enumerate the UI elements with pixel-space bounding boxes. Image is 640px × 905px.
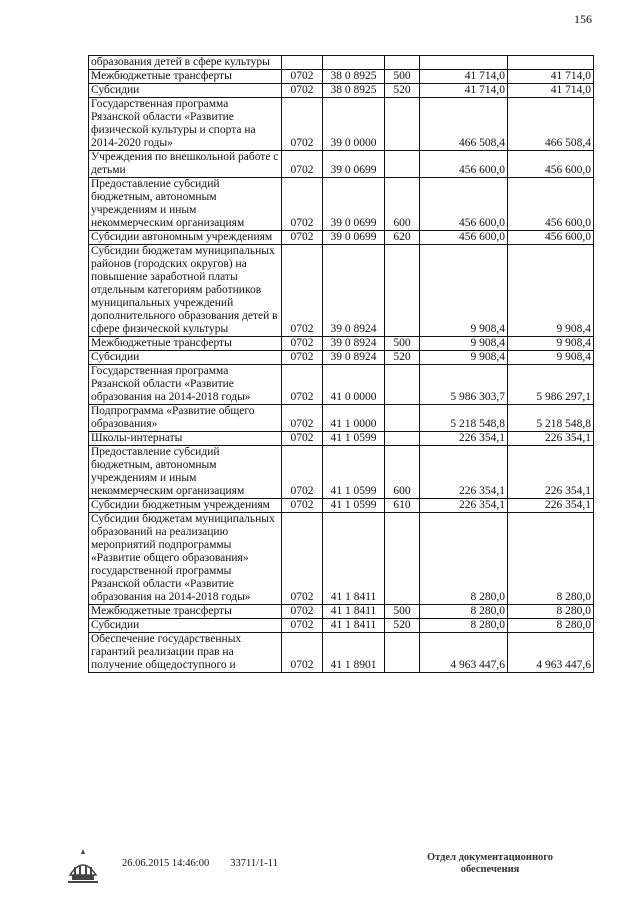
row-name: Подпрограмма «Развитие общего образования» (89, 405, 282, 432)
row-target-article: 41 1 0599 (323, 432, 385, 446)
row-target-article: 41 1 8411 (323, 619, 385, 633)
table-row (89, 245, 594, 337)
row-amount-2: 8 280,0 (508, 605, 594, 619)
row-expense-type (385, 365, 420, 405)
row-amount-2: 8 280,0 (508, 619, 594, 633)
row-name: Субсидии бюджетам муниципальных районов (городских округов) на повышение заработной платы отдельным категориям работников муниципальных учреждений дополнительного образования детей в сфере физической культуры (89, 245, 282, 337)
row-name: Школы-интернаты (89, 432, 282, 446)
row-target-article: 38 0 8925 (323, 70, 385, 84)
row-target-article: 41 1 0599 (323, 499, 385, 513)
table-row (89, 633, 594, 673)
row-name: Государственная программа Рязанской области «Развитие образования на 2014-2018 годы» (89, 365, 282, 405)
table-row (89, 405, 594, 432)
table-row (89, 365, 594, 405)
row-section-code: 0702 (282, 245, 323, 337)
row-amount-1: 5 218 548,8 (420, 405, 508, 432)
row-expense-type: 500 (385, 70, 420, 84)
row-section-code: 0702 (282, 151, 323, 178)
row-section-code (282, 56, 323, 70)
row-expense-type (385, 151, 420, 178)
row-amount-2: 4 963 447,6 (508, 633, 594, 673)
department-line-1: Отдел документационного (426, 852, 554, 863)
budget-table (88, 55, 594, 673)
table-row (89, 499, 594, 513)
row-amount-1: 9 908,4 (420, 337, 508, 351)
row-amount-2: 8 280,0 (508, 513, 594, 605)
row-section-code: 0702 (282, 231, 323, 245)
row-expense-type: 520 (385, 619, 420, 633)
row-target-article: 41 1 8901 (323, 633, 385, 673)
table-row (89, 446, 594, 499)
row-name: Учреждения по внешкольной работе с детьми (89, 151, 282, 178)
row-name: Субсидии (89, 351, 282, 365)
row-expense-type: 600 (385, 178, 420, 231)
row-section-code: 0702 (282, 351, 323, 365)
row-amount-1: 8 280,0 (420, 605, 508, 619)
footer-meta (122, 858, 278, 869)
row-amount-1: 226 354,1 (420, 446, 508, 499)
row-section-code: 0702 (282, 84, 323, 98)
table-row (89, 231, 594, 245)
row-target-article: 41 1 8411 (323, 513, 385, 605)
row-expense-type: 600 (385, 446, 420, 499)
row-name: Межбюджетные трансферты (89, 337, 282, 351)
table-row (89, 98, 594, 151)
row-expense-type (385, 98, 420, 151)
row-target-article: 39 0 0699 (323, 178, 385, 231)
row-expense-type: 620 (385, 231, 420, 245)
row-section-code: 0702 (282, 337, 323, 351)
row-section-code: 0702 (282, 513, 323, 605)
row-amount-2 (508, 56, 594, 70)
emblem-logo (62, 845, 104, 887)
row-target-article: 41 1 0599 (323, 446, 385, 499)
row-target-article: 38 0 8925 (323, 84, 385, 98)
table-row (89, 605, 594, 619)
row-amount-2: 9 908,4 (508, 245, 594, 337)
row-expense-type (385, 56, 420, 70)
row-expense-type (385, 405, 420, 432)
table-row (89, 84, 594, 98)
row-amount-1: 226 354,1 (420, 432, 508, 446)
row-section-code: 0702 (282, 365, 323, 405)
table-row (89, 151, 594, 178)
row-name: Субсидии бюджетным учреждениям (89, 499, 282, 513)
row-amount-1: 41 714,0 (420, 70, 508, 84)
row-expense-type: 610 (385, 499, 420, 513)
row-expense-type (385, 513, 420, 605)
row-amount-2: 226 354,1 (508, 446, 594, 499)
row-amount-1: 456 600,0 (420, 231, 508, 245)
row-name: Субсидии (89, 84, 282, 98)
footer-department-stamp (420, 852, 560, 876)
row-amount-1: 41 714,0 (420, 84, 508, 98)
row-section-code: 0702 (282, 178, 323, 231)
row-expense-type (385, 633, 420, 673)
table-row (89, 70, 594, 84)
row-amount-1: 4 963 447,6 (420, 633, 508, 673)
row-name: Субсидии автономным учреждениям (89, 231, 282, 245)
row-amount-2: 5 986 297,1 (508, 365, 594, 405)
row-amount-1: 5 986 303,7 (420, 365, 508, 405)
row-amount-1: 8 280,0 (420, 619, 508, 633)
table-row (89, 337, 594, 351)
row-target-article: 39 0 0699 (323, 231, 385, 245)
row-expense-type (385, 245, 420, 337)
table-body (89, 56, 594, 673)
table-row (89, 619, 594, 633)
footer-doc-number: 33711/1-11 (230, 858, 278, 869)
table-row (89, 432, 594, 446)
row-name: Субсидии бюджетам муниципальных образований на реализацию мероприятий подпрограммы «Развитие общего образования» государственной программы Рязанской области «Развитие образования на 2014-2018 годы» (89, 513, 282, 605)
row-amount-1: 456 600,0 (420, 151, 508, 178)
row-amount-2: 9 908,4 (508, 337, 594, 351)
row-name: Предоставление субсидий бюджетным, автономным учреждениям и иным некоммерческим организациям (89, 178, 282, 231)
row-name: Межбюджетные трансферты (89, 605, 282, 619)
row-section-code: 0702 (282, 446, 323, 499)
row-target-article: 39 0 0699 (323, 151, 385, 178)
row-amount-1: 466 508,4 (420, 98, 508, 151)
table-row (89, 351, 594, 365)
row-target-article (323, 56, 385, 70)
row-target-article: 39 0 0000 (323, 98, 385, 151)
row-amount-2: 41 714,0 (508, 70, 594, 84)
row-amount-2: 456 600,0 (508, 151, 594, 178)
row-target-article: 39 0 8924 (323, 245, 385, 337)
table-row (89, 178, 594, 231)
row-name: Межбюджетные трансферты (89, 70, 282, 84)
row-amount-2: 226 354,1 (508, 432, 594, 446)
row-expense-type (385, 432, 420, 446)
row-section-code: 0702 (282, 633, 323, 673)
row-target-article: 39 0 8924 (323, 337, 385, 351)
row-section-code: 0702 (282, 499, 323, 513)
row-name: Субсидии (89, 619, 282, 633)
row-name: образования детей в сфере культуры (89, 56, 282, 70)
row-expense-type: 520 (385, 351, 420, 365)
row-amount-1: 9 908,4 (420, 245, 508, 337)
row-expense-type: 500 (385, 605, 420, 619)
row-amount-1: 9 908,4 (420, 351, 508, 365)
row-section-code: 0702 (282, 605, 323, 619)
row-target-article: 41 1 8411 (323, 605, 385, 619)
row-section-code: 0702 (282, 619, 323, 633)
row-amount-2: 456 600,0 (508, 178, 594, 231)
page-number: 156 (574, 12, 592, 26)
row-expense-type: 500 (385, 337, 420, 351)
footer-timestamp: 26.06.2015 14:46:00 (122, 858, 210, 869)
row-amount-2: 226 354,1 (508, 499, 594, 513)
row-amount-1: 456 600,0 (420, 178, 508, 231)
row-amount-1: 8 280,0 (420, 513, 508, 605)
row-amount-1: 226 354,1 (420, 499, 508, 513)
table-row (89, 513, 594, 605)
row-section-code: 0702 (282, 432, 323, 446)
row-amount-2: 41 714,0 (508, 84, 594, 98)
row-section-code: 0702 (282, 405, 323, 432)
row-amount-1 (420, 56, 508, 70)
row-name: Обеспечение государственных гарантий реализации прав на получение общедоступного и (89, 633, 282, 673)
row-amount-2: 456 600,0 (508, 231, 594, 245)
row-amount-2: 5 218 548,8 (508, 405, 594, 432)
row-amount-2: 9 908,4 (508, 351, 594, 365)
row-name: Государственная программа Рязанской области «Развитие физической культуры и спорта на 2014-2020 годы» (89, 98, 282, 151)
row-name: Предоставление субсидий бюджетным, автономным учреждениям и иным некоммерческим организациям (89, 446, 282, 499)
row-amount-2: 466 508,4 (508, 98, 594, 151)
row-expense-type: 520 (385, 84, 420, 98)
row-section-code: 0702 (282, 98, 323, 151)
row-target-article: 41 0 0000 (323, 365, 385, 405)
row-target-article: 41 1 0000 (323, 405, 385, 432)
table-row (89, 56, 594, 70)
department-line-2: обеспечения (460, 864, 520, 875)
row-section-code: 0702 (282, 70, 323, 84)
row-target-article: 39 0 8924 (323, 351, 385, 365)
